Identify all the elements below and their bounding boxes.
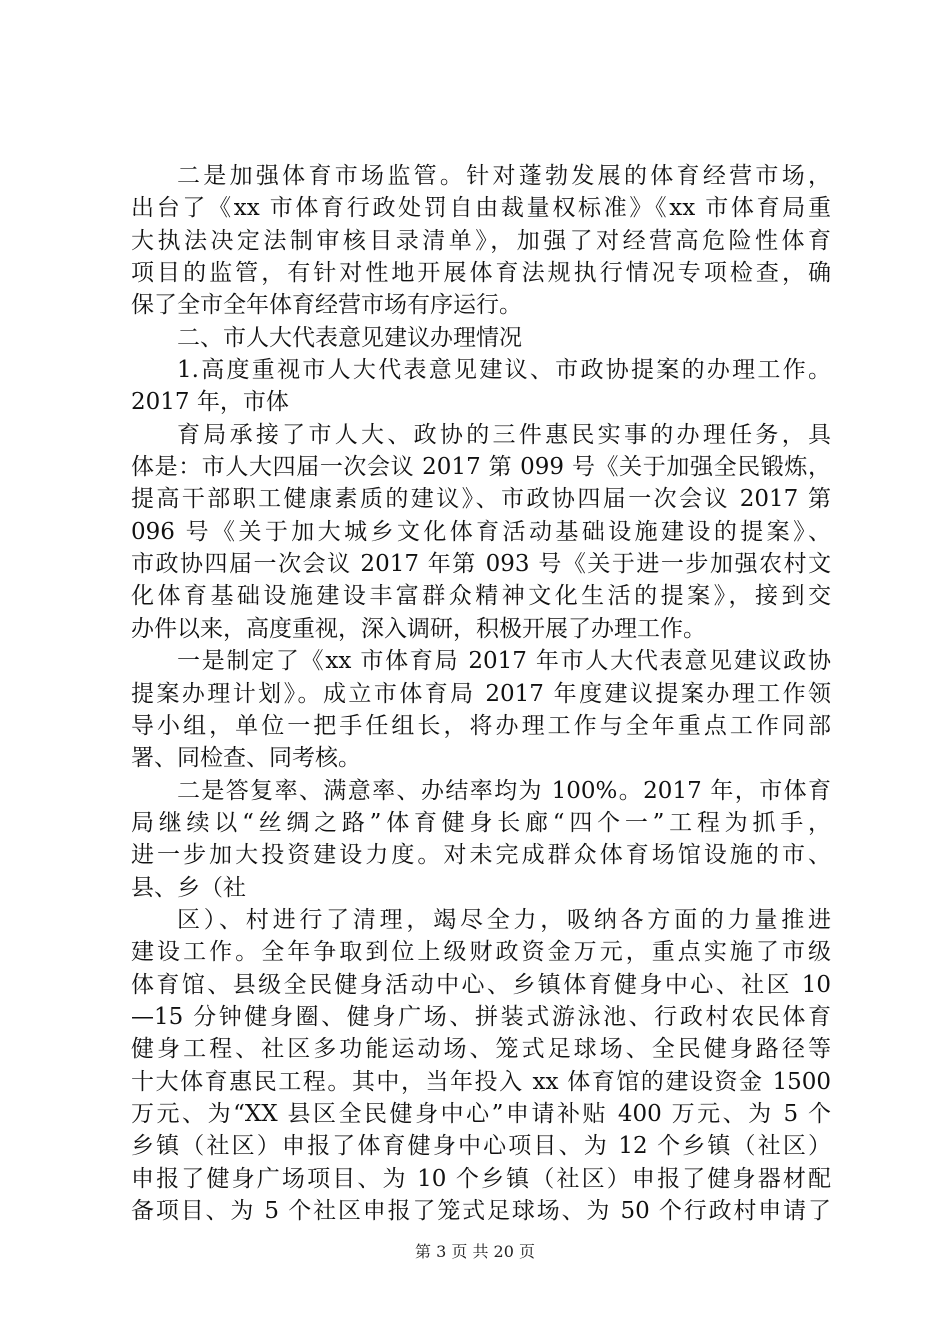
text-line: 项目的监管，有针对性地开展体育法规执行情况专项检查，确: [131, 260, 831, 287]
text-line: 1.高度重视市人大代表意见建议、市政协提案的办理工作。: [177, 357, 831, 384]
text-line: 进一步加大投资建设力度。对未完成群众体育场馆设施的市、: [131, 842, 831, 869]
text-line: 备项目、为 5 个社区申报了笼式足球场、为 50 个行政村申请了: [131, 1198, 831, 1224]
text-line: 出台了《xx 市体育行政处罚自由裁量权标准》《xx 市体育局重: [131, 195, 831, 222]
text-line: 化体育基础设施建设丰富群众精神文化生活的提案》，接到交: [131, 583, 831, 610]
text-line: 一是制定了《xx 市体育局 2017 年市人大代表意见建议政协: [177, 648, 831, 675]
text-line: 二是加强体育市场监管。针对蓬勃发展的体育经营市场，: [177, 163, 831, 189]
text-line: 局继续以“丝绸之路”体育健身长廊“四个一”工程为抓手，: [131, 809, 831, 836]
text-line: 乡镇（社区）申报了体育健身中心项目、为 12 个乡镇（社区）: [131, 1133, 831, 1160]
text-line: 保了全市全年体育经营市场有序运行。: [131, 292, 522, 319]
text-line: 申报了健身广场项目、为 10 个乡镇（社区）申报了健身器材配: [131, 1165, 831, 1192]
text-line: 区）、村进行了清理，竭尽全力，吸纳各方面的力量推进: [177, 906, 831, 933]
text-line: 导小组，单位一把手任组长，将办理工作与全年重点工作同部: [131, 712, 831, 739]
text-line: 2017 年，市体: [131, 389, 289, 416]
text-line: 育局承接了市人大、政协的三件惠民实事的办理任务，具: [177, 421, 831, 448]
page-footer: 第 3 页 共 20 页: [415, 1242, 535, 1261]
text-line: 市政协四届一次会议 2017 年第 093 号《关于进一步加强农村文: [131, 551, 831, 578]
text-line: 署、同检查、同考核。: [131, 745, 361, 772]
text-line: 健身工程、社区多功能运动场、笼式足球场、全民健身路径等: [131, 1036, 831, 1063]
text-line: 提案办理计划》。成立市体育局 2017 年度建议提案办理工作领: [131, 680, 831, 707]
text-line: 大执法决定法制审核目录清单》，加强了对经营高危险性体育: [131, 227, 831, 254]
text-line: 二、市人大代表意见建议办理情况: [177, 324, 522, 351]
text-line: 十大体育惠民工程。其中，当年投入 xx 体育馆的建设资金 1500: [131, 1068, 831, 1095]
text-line: 建设工作。全年争取到位上级财政资金万元，重点实施了市级: [131, 939, 831, 966]
text-line: 体是：市人大四届一次会议 2017 第 099 号《关于加强全民锻炼，: [131, 454, 831, 481]
text-line: 二是答复率、满意率、办结率均为 100%。2017 年，市体育: [177, 777, 831, 804]
text-line: 提高干部职工健康素质的建议》、市政协四届一次会议 2017 第: [131, 486, 831, 513]
text-line: 万元、为“XX 县区全民健身中心”申请补贴 400 万元、为 5 个: [131, 1100, 831, 1127]
text-line: 体育馆、县级全民健身活动中心、乡镇体育健身中心、社区 10: [131, 971, 831, 998]
text-line: 办件以来，高度重视，深入调研，积极开展了办理工作。: [131, 615, 706, 642]
body-text: [131, 160, 831, 1227]
text-line: 096 号《关于加大城乡文化体育活动基础设施建设的提案》、: [131, 518, 831, 545]
text-line: 县、乡（社: [131, 874, 246, 901]
text-line: —15 分钟健身圈、健身广场、拼装式游泳池、行政村农民体育: [131, 1003, 831, 1030]
